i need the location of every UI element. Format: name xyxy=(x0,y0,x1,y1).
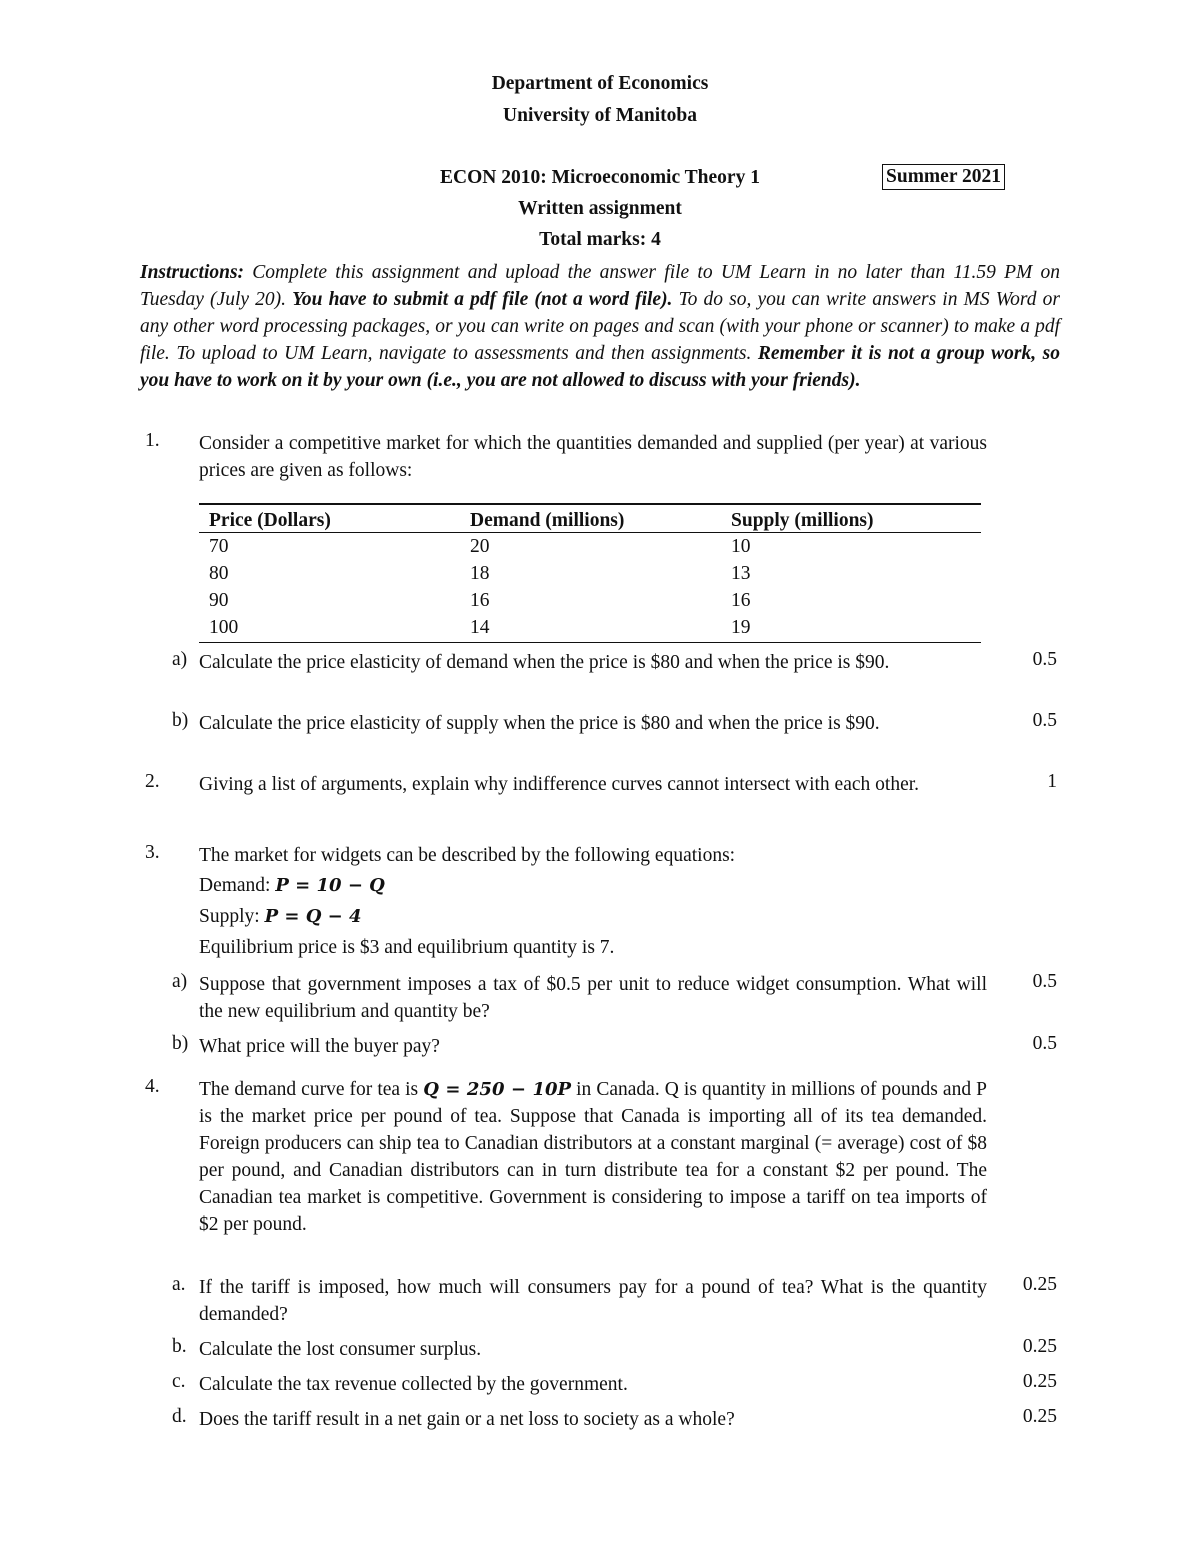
q4b-text: Calculate the lost consumer surplus. xyxy=(199,1339,482,1360)
instructions-bold-1: You have to submit a pdf file (not a word file). xyxy=(292,289,673,310)
q3-supply-line xyxy=(199,903,987,930)
q4d-label: d. xyxy=(172,1406,187,1427)
table-header-price: Price (Dollars) xyxy=(209,510,331,531)
q3-demand-label: Demand: xyxy=(199,875,276,896)
q4a-mark: 0.25 xyxy=(1022,1274,1057,1295)
q1a-mark: 0.5 xyxy=(1032,649,1057,670)
university-name: University of Manitoba xyxy=(503,105,697,126)
q3-supply-equation: P = Q − 4 xyxy=(264,906,362,927)
course-title: ECON 2010: Microeconomic Theory 1 xyxy=(440,167,760,188)
q1a-text: Calculate the price elasticity of demand when the price is $80 and when the price is $90. xyxy=(199,652,890,673)
q3a-mark: 0.5 xyxy=(1032,971,1057,992)
term-box: Summer 2021 xyxy=(882,164,1005,190)
q4d-text: Does the tariff result in a net gain or a net loss to society as a whole? xyxy=(199,1409,735,1430)
q3-demand-line xyxy=(199,872,987,899)
q4-number: 4. xyxy=(145,1076,160,1097)
assignment-title: Written assignment xyxy=(518,198,682,219)
q3b-text: What price will the buyer pay? xyxy=(199,1036,440,1057)
table-header-demand: Demand (millions) xyxy=(470,510,625,531)
q3b-label: b) xyxy=(172,1033,189,1054)
table-cell: 16 xyxy=(470,590,490,611)
instructions-paragraph xyxy=(140,259,1060,394)
table-rule-top xyxy=(199,503,981,505)
total-marks: Total marks: 4 xyxy=(539,229,661,250)
table-rule-bottom xyxy=(199,642,981,643)
q4-text-post: in Canada. Q is quantity in millions of pounds and P is the market price per pound of tea. Suppose that Canada is importing all of its tea demanded. Foreign producers can ship tea to Canadian distributors at a constant marginal (= average) cost of $8 per pound, and Canadian distributors can in turn distribute tea for a constant $2 per pound. The Canadian tea market is competitive. Government is considering to impose a tariff on tea imports of $2 per pound. xyxy=(199,1079,987,1235)
q4b-mark: 0.25 xyxy=(1022,1336,1057,1357)
q3-equilibrium: Equilibrium price is $3 and equilibrium quantity is 7. xyxy=(199,937,615,958)
q4-text-pre: The demand curve for tea is xyxy=(199,1079,424,1100)
instructions-label: Instructions: xyxy=(140,262,245,283)
instructions-text-1: Complete this assignment and upload the answer file to UM Learn in no later than 11.59 PM on Tuesday (July 20). xyxy=(140,262,1060,310)
q4a-label: a. xyxy=(172,1274,186,1295)
q3b-mark: 0.5 xyxy=(1032,1033,1057,1054)
table-cell: 18 xyxy=(470,563,490,584)
q3-text: The market for widgets can be described by the following equations: xyxy=(199,845,736,866)
q4c-text: Calculate the tax revenue collected by the government. xyxy=(199,1374,628,1395)
q1b-label: b) xyxy=(172,710,189,731)
q3-number: 3. xyxy=(145,842,160,863)
table-cell: 10 xyxy=(731,536,751,557)
table-cell: 19 xyxy=(731,617,751,638)
instructions-bold-2: Remember it is not a group work, so you have to work on it by your own (i.e., you are not allowed to discuss with your friends). xyxy=(140,343,1060,391)
q4d-mark: 0.25 xyxy=(1022,1406,1057,1427)
q4a-text: If the tariff is imposed, how much will consumers pay for a pound of tea? What is the quantity demanded? xyxy=(199,1277,987,1325)
q1b-mark: 0.5 xyxy=(1032,710,1057,731)
table-cell: 20 xyxy=(470,536,490,557)
q4-demand-equation: Q = 250 − 10P xyxy=(423,1079,572,1100)
table-cell: 100 xyxy=(209,617,239,638)
q3a-text: Suppose that government imposes a tax of $0.5 per unit to reduce widget consumption. What will the new equilibrium and quantity be? xyxy=(199,974,987,1022)
department-name: Department of Economics xyxy=(491,73,709,94)
table-cell: 13 xyxy=(731,563,751,584)
q4c-mark: 0.25 xyxy=(1022,1371,1057,1392)
q4-text xyxy=(199,1076,987,1238)
table-cell: 14 xyxy=(470,617,490,638)
q1a-label: a) xyxy=(172,649,188,670)
table-cell: 70 xyxy=(209,536,229,557)
q2-number: 2. xyxy=(145,771,160,792)
q3a-label: a) xyxy=(172,971,188,992)
q1-number: 1. xyxy=(145,430,160,451)
table-cell: 16 xyxy=(731,590,751,611)
table-cell: 80 xyxy=(209,563,229,584)
table-header-supply: Supply (millions) xyxy=(731,510,874,531)
q4c-label: c. xyxy=(172,1371,186,1392)
table-cell: 90 xyxy=(209,590,229,611)
q1-text: Consider a competitive market for which the quantities demanded and supplied (per year) at various prices are given as follows: xyxy=(199,433,987,481)
q3-supply-label: Supply: xyxy=(199,906,265,927)
instructions-text-2: To do so, you can write answers in MS Word or any other word processing packages, or you can write on pages and scan (with your phone or scanner) to make a pdf file. To upload to UM Learn, navigate to assessments and then assignments. xyxy=(140,289,1060,364)
q4b-label: b. xyxy=(172,1336,187,1357)
q3-demand-equation: P = 10 − Q xyxy=(275,875,385,896)
q1b-text: Calculate the price elasticity of supply when the price is $80 and when the price is $90. xyxy=(199,713,880,734)
q2-text: Giving a list of arguments, explain why indifference curves cannot intersect with each other. xyxy=(199,774,920,795)
q2-mark: 1 xyxy=(1047,771,1057,792)
